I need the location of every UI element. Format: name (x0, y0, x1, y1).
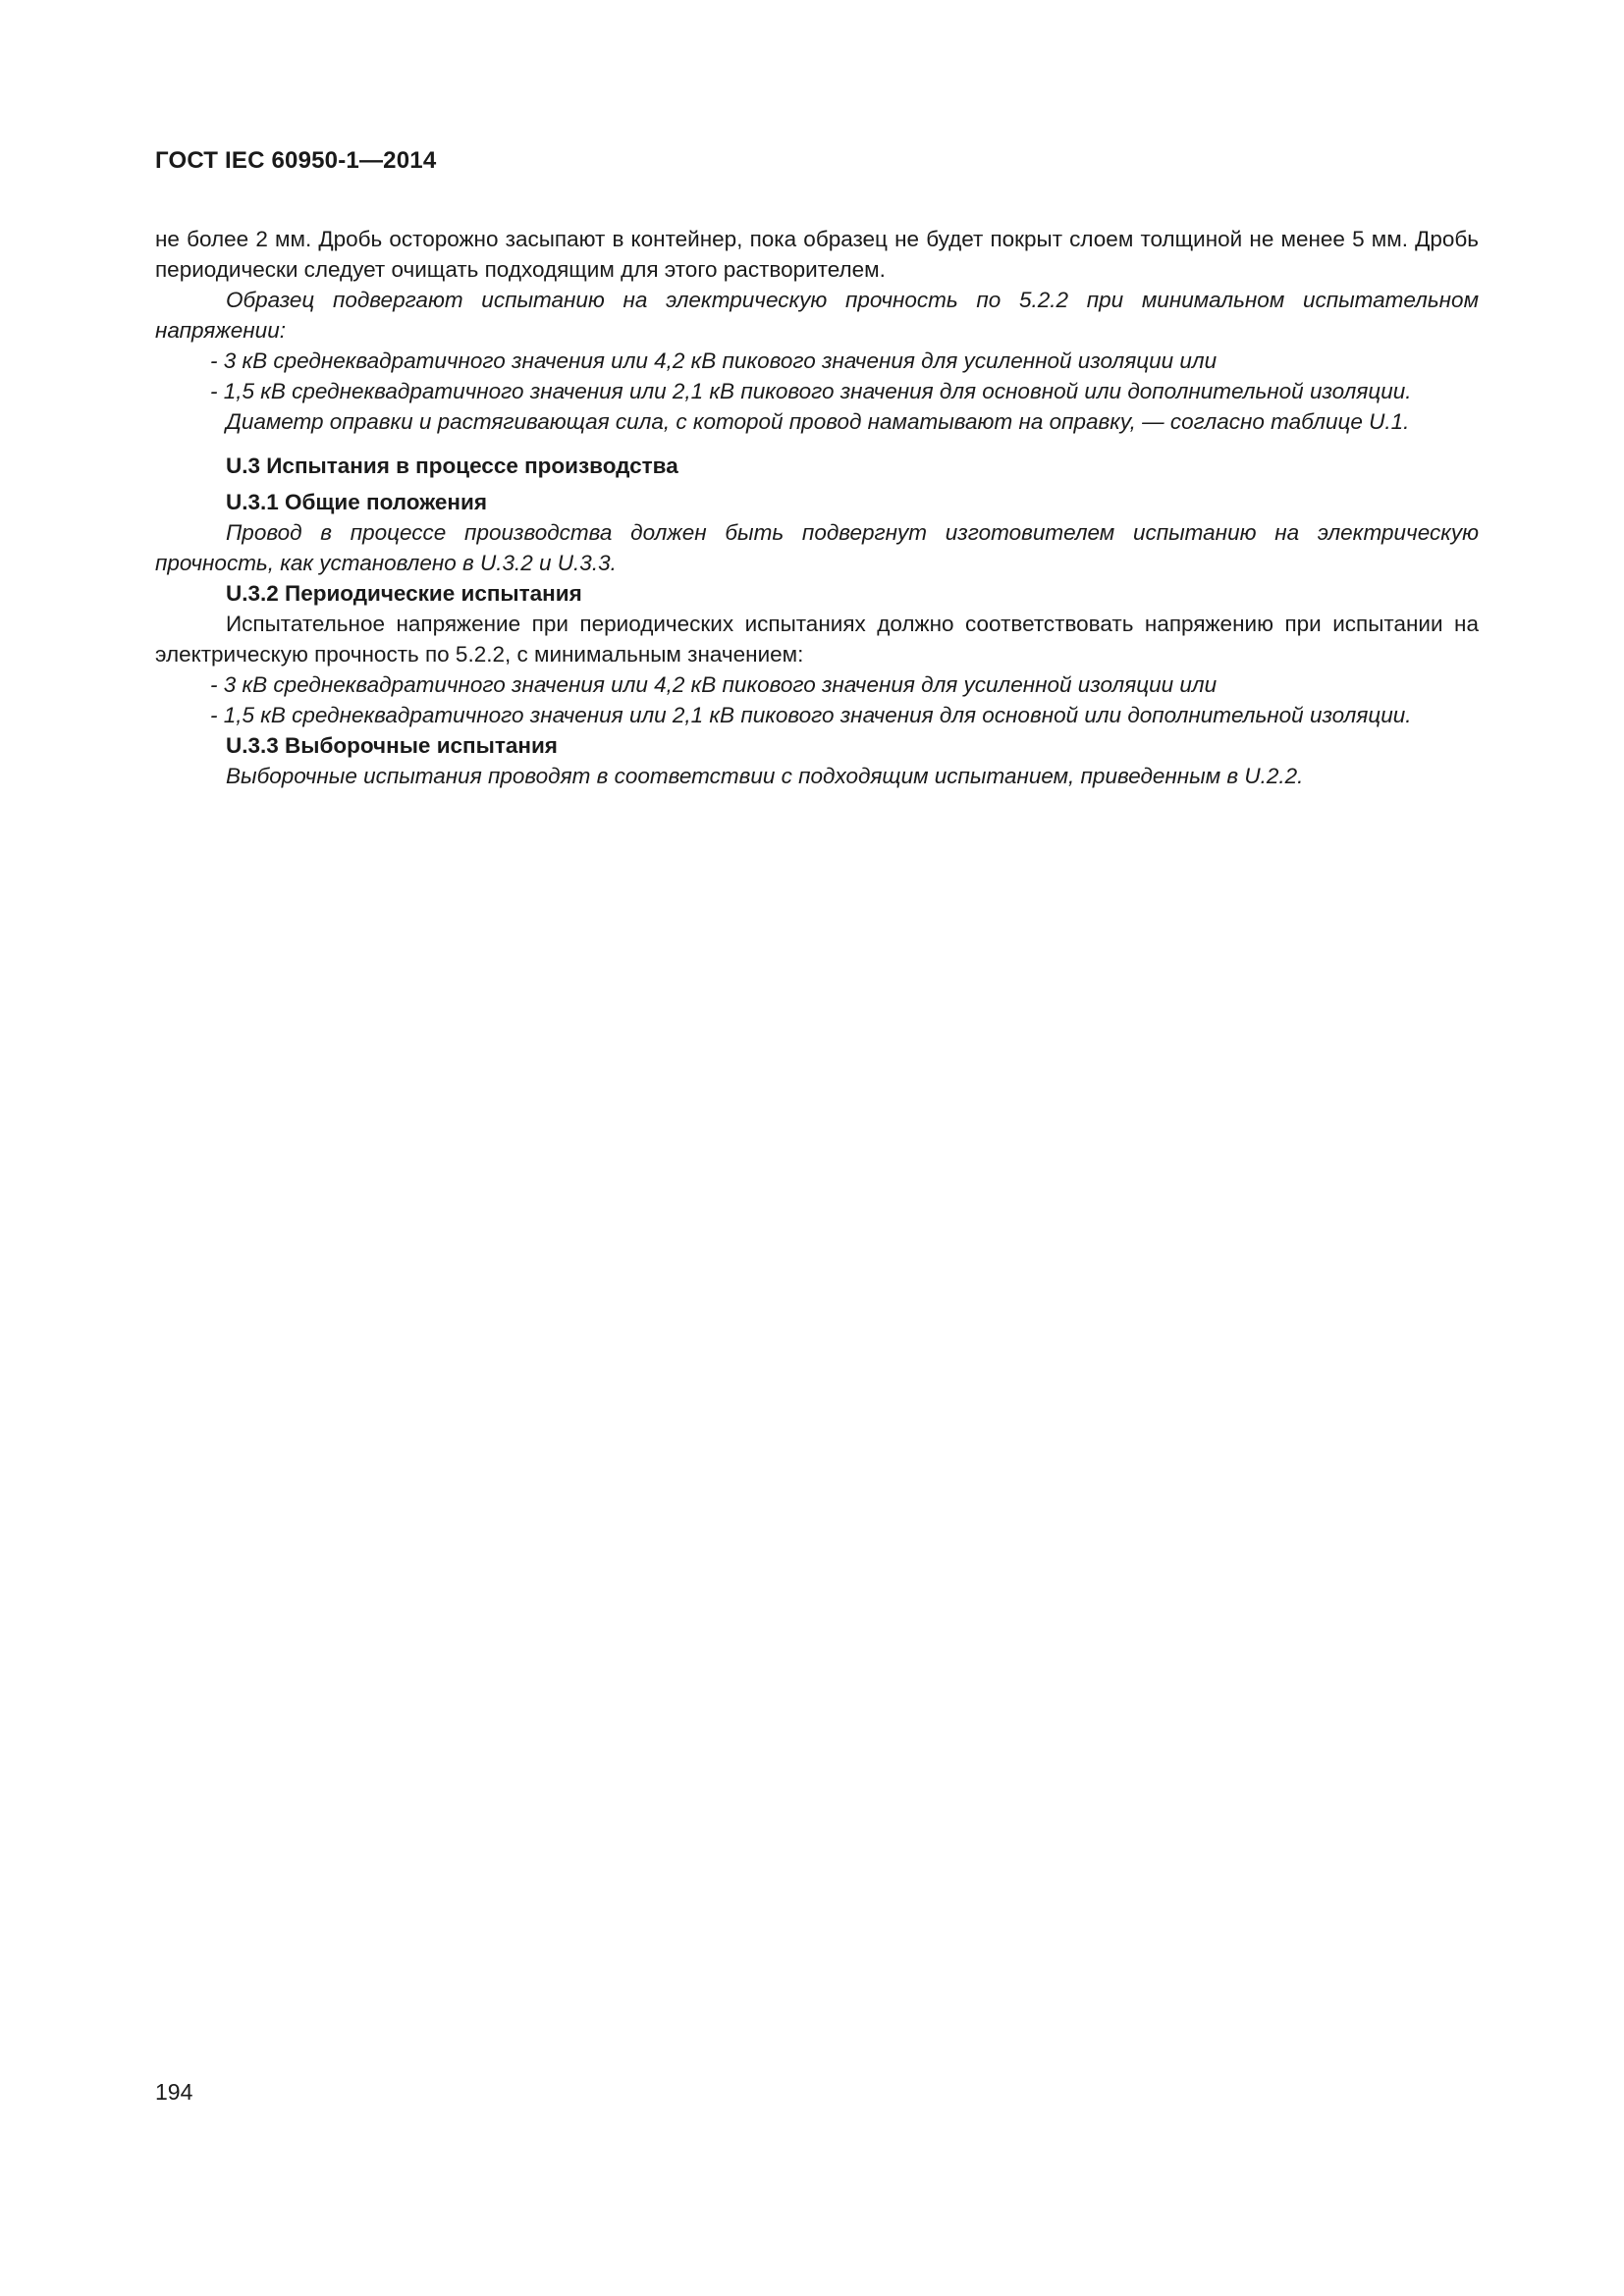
paragraph-shot-container: не более 2 мм. Дробь осторожно засыпают в контейнер, пока образец не будет покрыт слоем толщиной не менее 5 мм. Дробь периодически следует очищать подходящим для этого растворителем. (155, 227, 1479, 282)
section-heading-u3: U.3 Испытания в процессе производства (226, 454, 678, 478)
page-number: 194 (155, 2079, 193, 2105)
document-header: ГОСТ IEC 60950-1—2014 (155, 147, 437, 174)
paragraph-production-test: Провод в процессе производства должен быть подвергнут изготовителем испытанию на электрическую прочность, как установлено в U.3.2 и U.3.3. (155, 520, 1479, 575)
section-heading-u3-2: U.3.2 Периодические испытания (226, 581, 582, 606)
section-heading-u3-3: U.3.3 Выборочные испытания (226, 733, 558, 758)
list-item-basic-insulation-2: - 1,5 кВ среднеквадратичного значения или 2,1 кВ пикового значения для основной или дополнительной изоляции. (210, 703, 1412, 727)
paragraph-dielectric-test: Образец подвергают испытанию на электрическую прочность по 5.2.2 при минимальном испытательном напряжении: (155, 288, 1479, 343)
section-heading-u3-1: U.3.1 Общие положения (226, 490, 487, 514)
document-body (155, 224, 1479, 791)
list-item-reinforced-insulation-2: - 3 кВ среднеквадратичного значения или 4,2 кВ пикового значения для усиленной изоляции или (210, 672, 1218, 697)
list-item-basic-insulation: - 1,5 кВ среднеквадратичного значения или 2,1 кВ пикового значения для основной или дополнительной изоляции. (210, 379, 1412, 403)
paragraph-sampling-test: Выборочные испытания проводят в соответствии с подходящим испытанием, приведенным в U.2.2. (226, 764, 1304, 788)
paragraph-periodic-test-voltage: Испытательное напряжение при периодических испытаниях должно соответствовать напряжению при испытании на электрическую прочность по 5.2.2, с минимальным значением: (155, 612, 1479, 667)
list-item-reinforced-insulation: - 3 кВ среднеквадратичного значения или 4,2 кВ пикового значения для усиленной изоляции или (210, 348, 1218, 373)
paragraph-mandrel-diameter: Диаметр оправки и растягивающая сила, с которой провод наматывают на оправку, — согласно таблице U.1. (226, 409, 1410, 434)
